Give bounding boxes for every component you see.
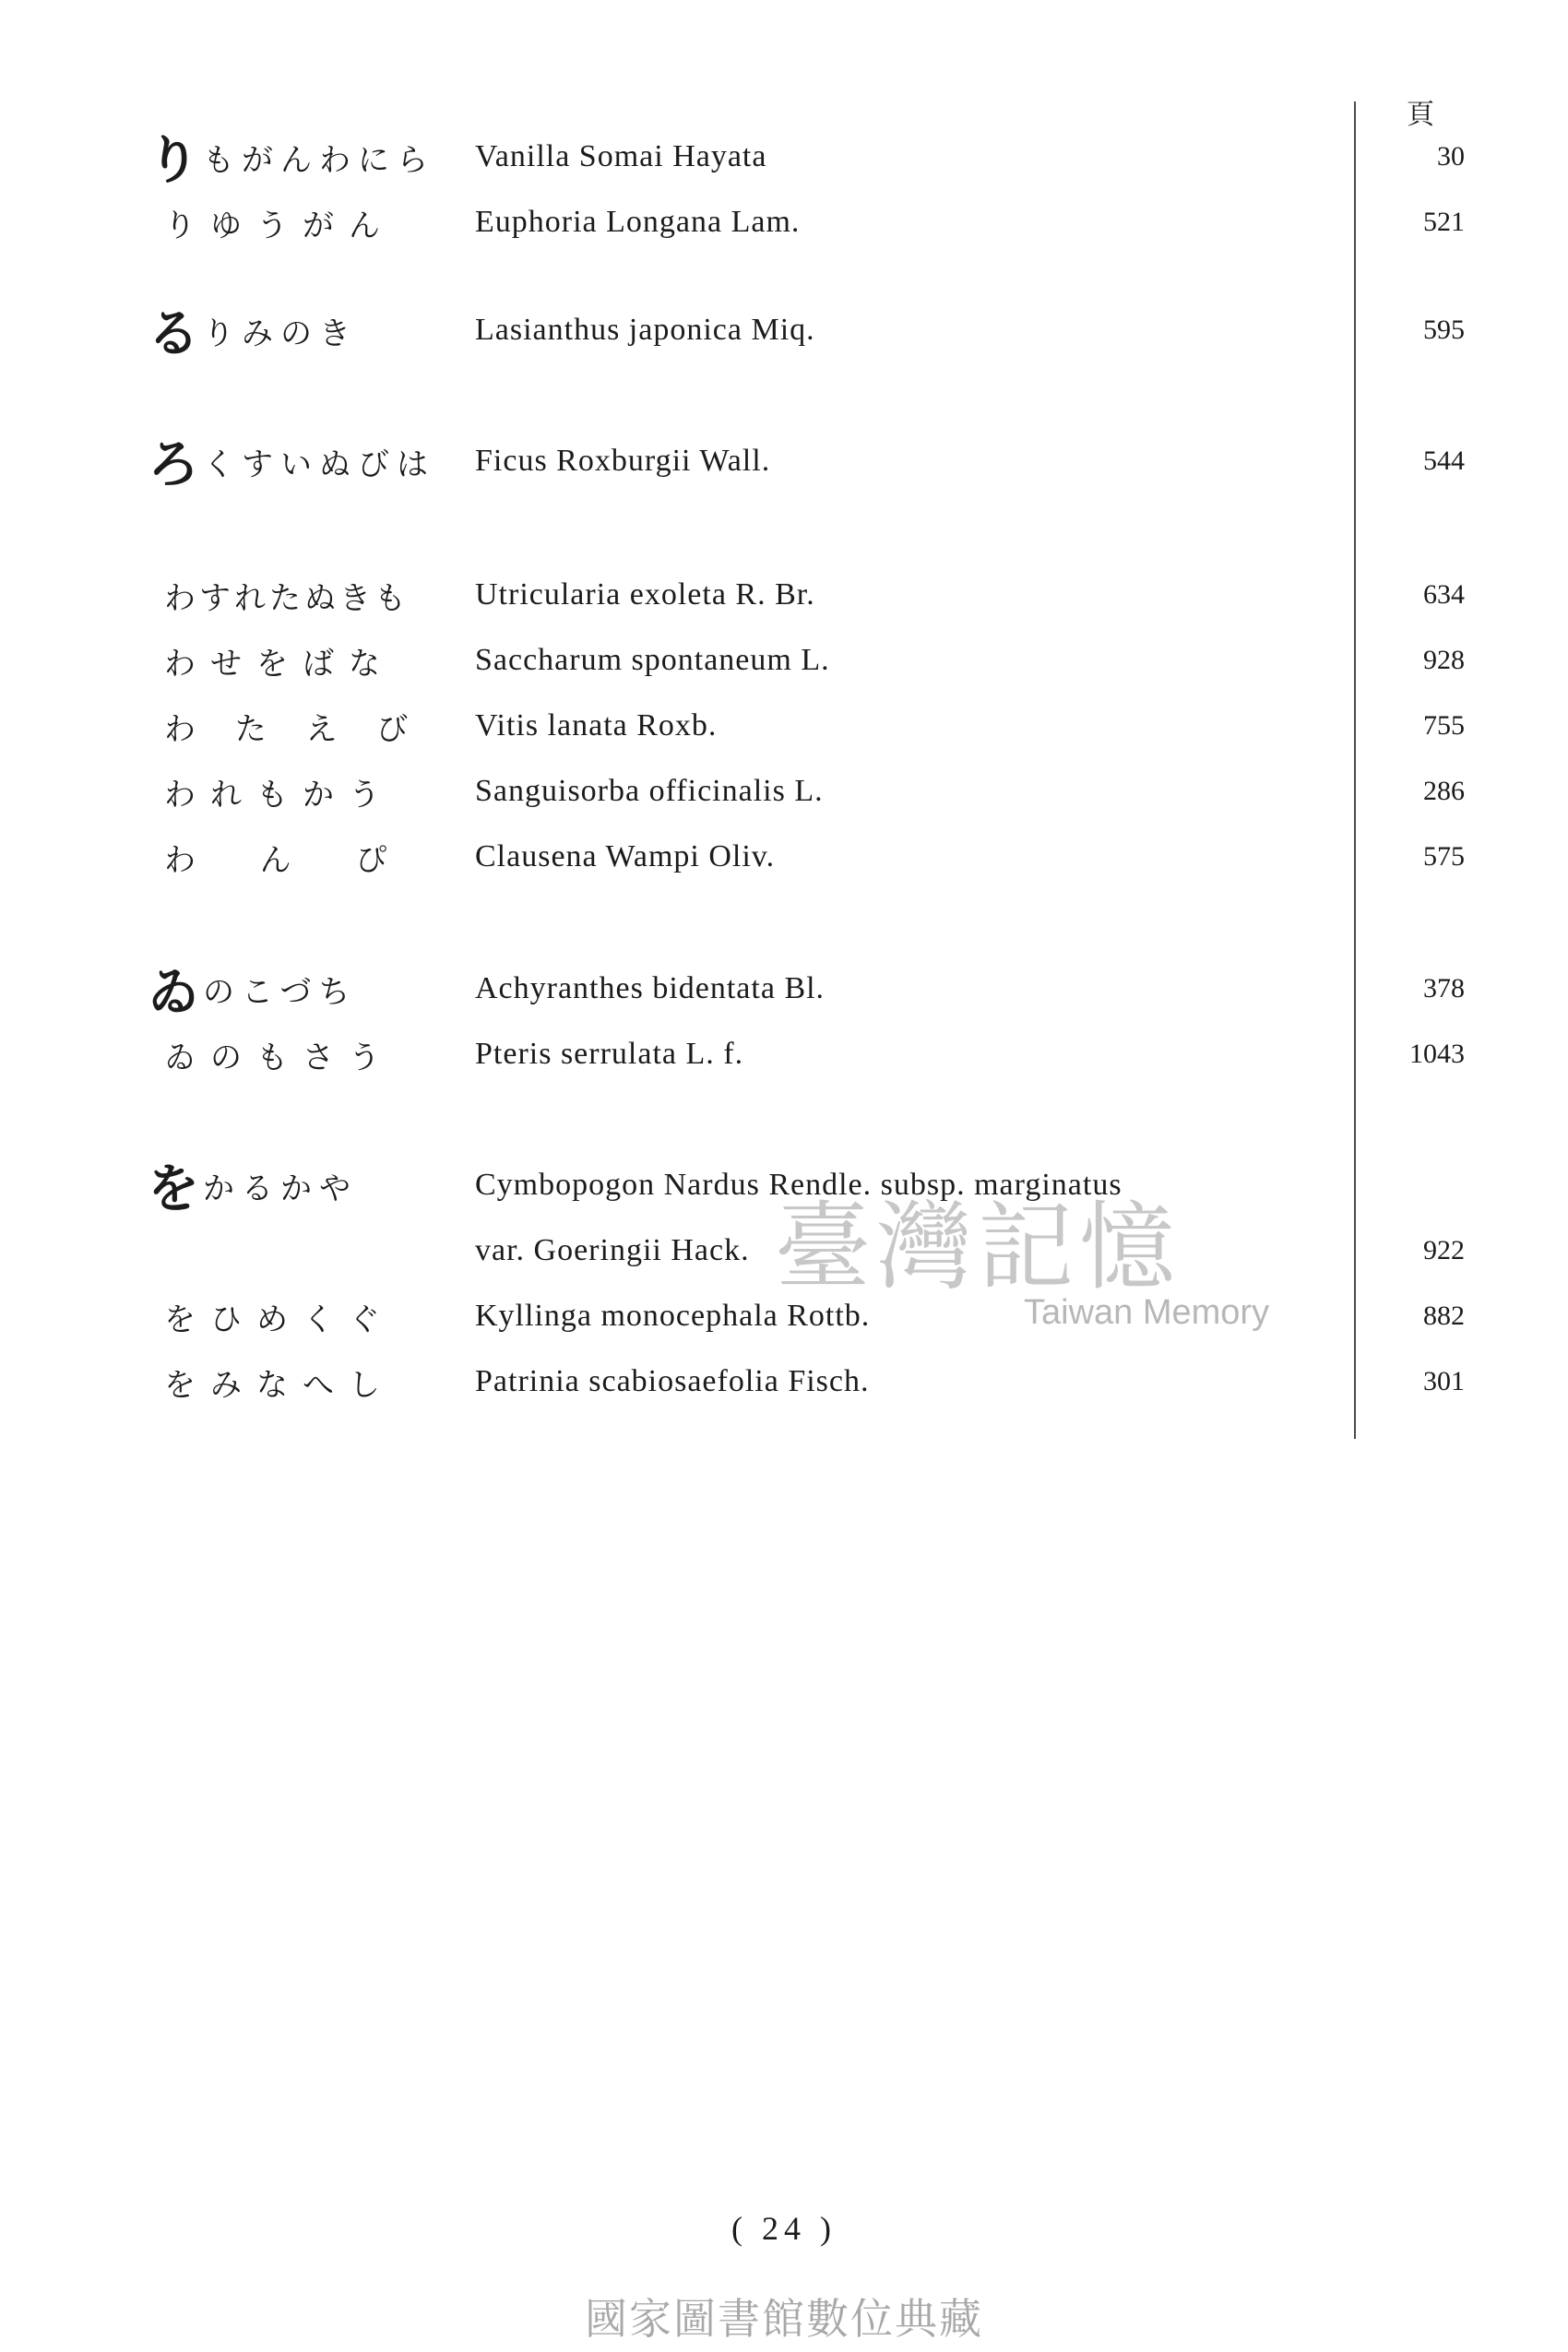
index-entry bbox=[0, 961, 1568, 1023]
entry-kana bbox=[148, 1158, 424, 1219]
index-entry bbox=[0, 633, 1568, 688]
entry-kana-text: わせをばな bbox=[164, 645, 395, 683]
entry-kana-text: わすれたぬきも bbox=[164, 579, 410, 617]
entry-latin-name: Cymbopogon Nardus Rendle. subsp. marginatus bbox=[475, 1168, 1123, 1202]
entry-page bbox=[1365, 1158, 1465, 1213]
index-entry bbox=[0, 195, 1568, 250]
entry-kana-text: われもかう bbox=[164, 776, 395, 814]
entry-kana-text: わ た え び bbox=[164, 710, 423, 748]
entry-kana bbox=[148, 1354, 441, 1409]
index-entry bbox=[0, 129, 1568, 191]
page-number: ( 24 ) bbox=[731, 2210, 837, 2247]
entry-page: 922 bbox=[1423, 1235, 1465, 1265]
entry-latin-name: var. Goeringii Hack. bbox=[475, 1233, 750, 1267]
entry-page: 378 bbox=[1423, 973, 1465, 1004]
entry-kana bbox=[148, 698, 441, 754]
taiwan-memory-watermark bbox=[775, 1170, 1291, 1354]
library-collection-mark: 國家圖書館數位典藏 bbox=[585, 2294, 983, 2344]
page-column-header: 頁 bbox=[1407, 99, 1434, 131]
entry-latin-name: Lasianthus japonica Miq. bbox=[475, 313, 815, 347]
entry-initial: ろ bbox=[148, 435, 199, 495]
entry-page: 634 bbox=[1423, 579, 1465, 610]
index-entry bbox=[0, 303, 1568, 364]
entry-latin-name: Ficus Roxburgii Wall. bbox=[475, 444, 771, 478]
entry-latin-name: Vitis lanata Roxb. bbox=[475, 708, 718, 742]
entry-page: 755 bbox=[1423, 710, 1465, 741]
index-entry bbox=[0, 1354, 1568, 1409]
entry-initial: を bbox=[148, 1159, 199, 1219]
entry-kana bbox=[148, 129, 435, 191]
entry-kana bbox=[148, 434, 435, 495]
index-entry bbox=[0, 567, 1568, 623]
entry-latin-name: Patrinia scabiosaefolia Fisch. bbox=[475, 1364, 870, 1398]
entry-page: 928 bbox=[1423, 645, 1465, 675]
entry-latin-name: Pteris serrulata L. f. bbox=[475, 1037, 744, 1071]
entry-kana-text: りゆうがん bbox=[164, 207, 395, 244]
index-entry bbox=[0, 698, 1568, 754]
entry-kana-text: わ ん ぴ bbox=[164, 841, 402, 879]
entry-initial: る bbox=[148, 304, 199, 364]
index-entry bbox=[0, 829, 1568, 885]
index-entry bbox=[0, 1027, 1568, 1082]
entry-page: 286 bbox=[1423, 776, 1465, 806]
entry-latin-name: Utricularia exoleta R. Br. bbox=[475, 577, 815, 612]
entry-latin-name: Sanguisorba officinalis L. bbox=[475, 774, 824, 808]
entry-page: 595 bbox=[1423, 315, 1465, 345]
entry-kana-text: をひめくぐ bbox=[164, 1301, 395, 1338]
entry-latin-name: Clausena Wampi Oliv. bbox=[475, 839, 776, 873]
entry-latin-name: Achyranthes bidentata Bl. bbox=[475, 971, 826, 1005]
entry-kana bbox=[148, 1289, 441, 1344]
entry-kana-text: かるかや bbox=[203, 1170, 358, 1207]
index-entry bbox=[0, 434, 1568, 495]
entry-kana-text: をみなへし bbox=[164, 1366, 395, 1404]
entry-kana-text: もがんわにら bbox=[203, 141, 435, 179]
entry-latin-name: Kyllinga monocephala Rottb. bbox=[475, 1299, 871, 1333]
entry-kana bbox=[148, 567, 441, 623]
entry-kana bbox=[148, 303, 424, 364]
watermark-english-text: Taiwan Memory bbox=[1024, 1293, 1270, 1332]
entry-kana bbox=[148, 829, 441, 885]
entry-initial: ゐ bbox=[148, 963, 199, 1023]
entry-kana bbox=[148, 764, 441, 819]
entry-kana-text: ゐのもさう bbox=[164, 1039, 395, 1076]
entry-page: 30 bbox=[1437, 141, 1465, 172]
entry-kana-text: くすいぬびは bbox=[203, 445, 435, 483]
entry-kana-text: のこづち bbox=[203, 973, 358, 1011]
entry-page: 521 bbox=[1423, 207, 1465, 237]
entry-page: 301 bbox=[1423, 1366, 1465, 1396]
entry-kana-text: りみのき bbox=[203, 315, 358, 352]
entry-page: 575 bbox=[1423, 841, 1465, 872]
entry-kana bbox=[148, 633, 441, 688]
entry-page: 882 bbox=[1423, 1301, 1465, 1331]
watermark-cjk-text: 臺灣記憶 bbox=[775, 1191, 1182, 1303]
entry-page: 544 bbox=[1423, 445, 1465, 476]
index-entry bbox=[0, 764, 1568, 819]
entry-latin-name: Saccharum spontaneum L. bbox=[475, 643, 830, 677]
entry-latin-name: Vanilla Somai Hayata bbox=[475, 139, 767, 173]
entry-kana bbox=[148, 195, 441, 250]
entry-kana bbox=[148, 961, 424, 1023]
entry-page: 1043 bbox=[1409, 1039, 1465, 1069]
entry-initial: り bbox=[148, 131, 199, 191]
entry-kana bbox=[148, 1027, 441, 1082]
entry-latin-name: Euphoria Longana Lam. bbox=[475, 205, 801, 239]
